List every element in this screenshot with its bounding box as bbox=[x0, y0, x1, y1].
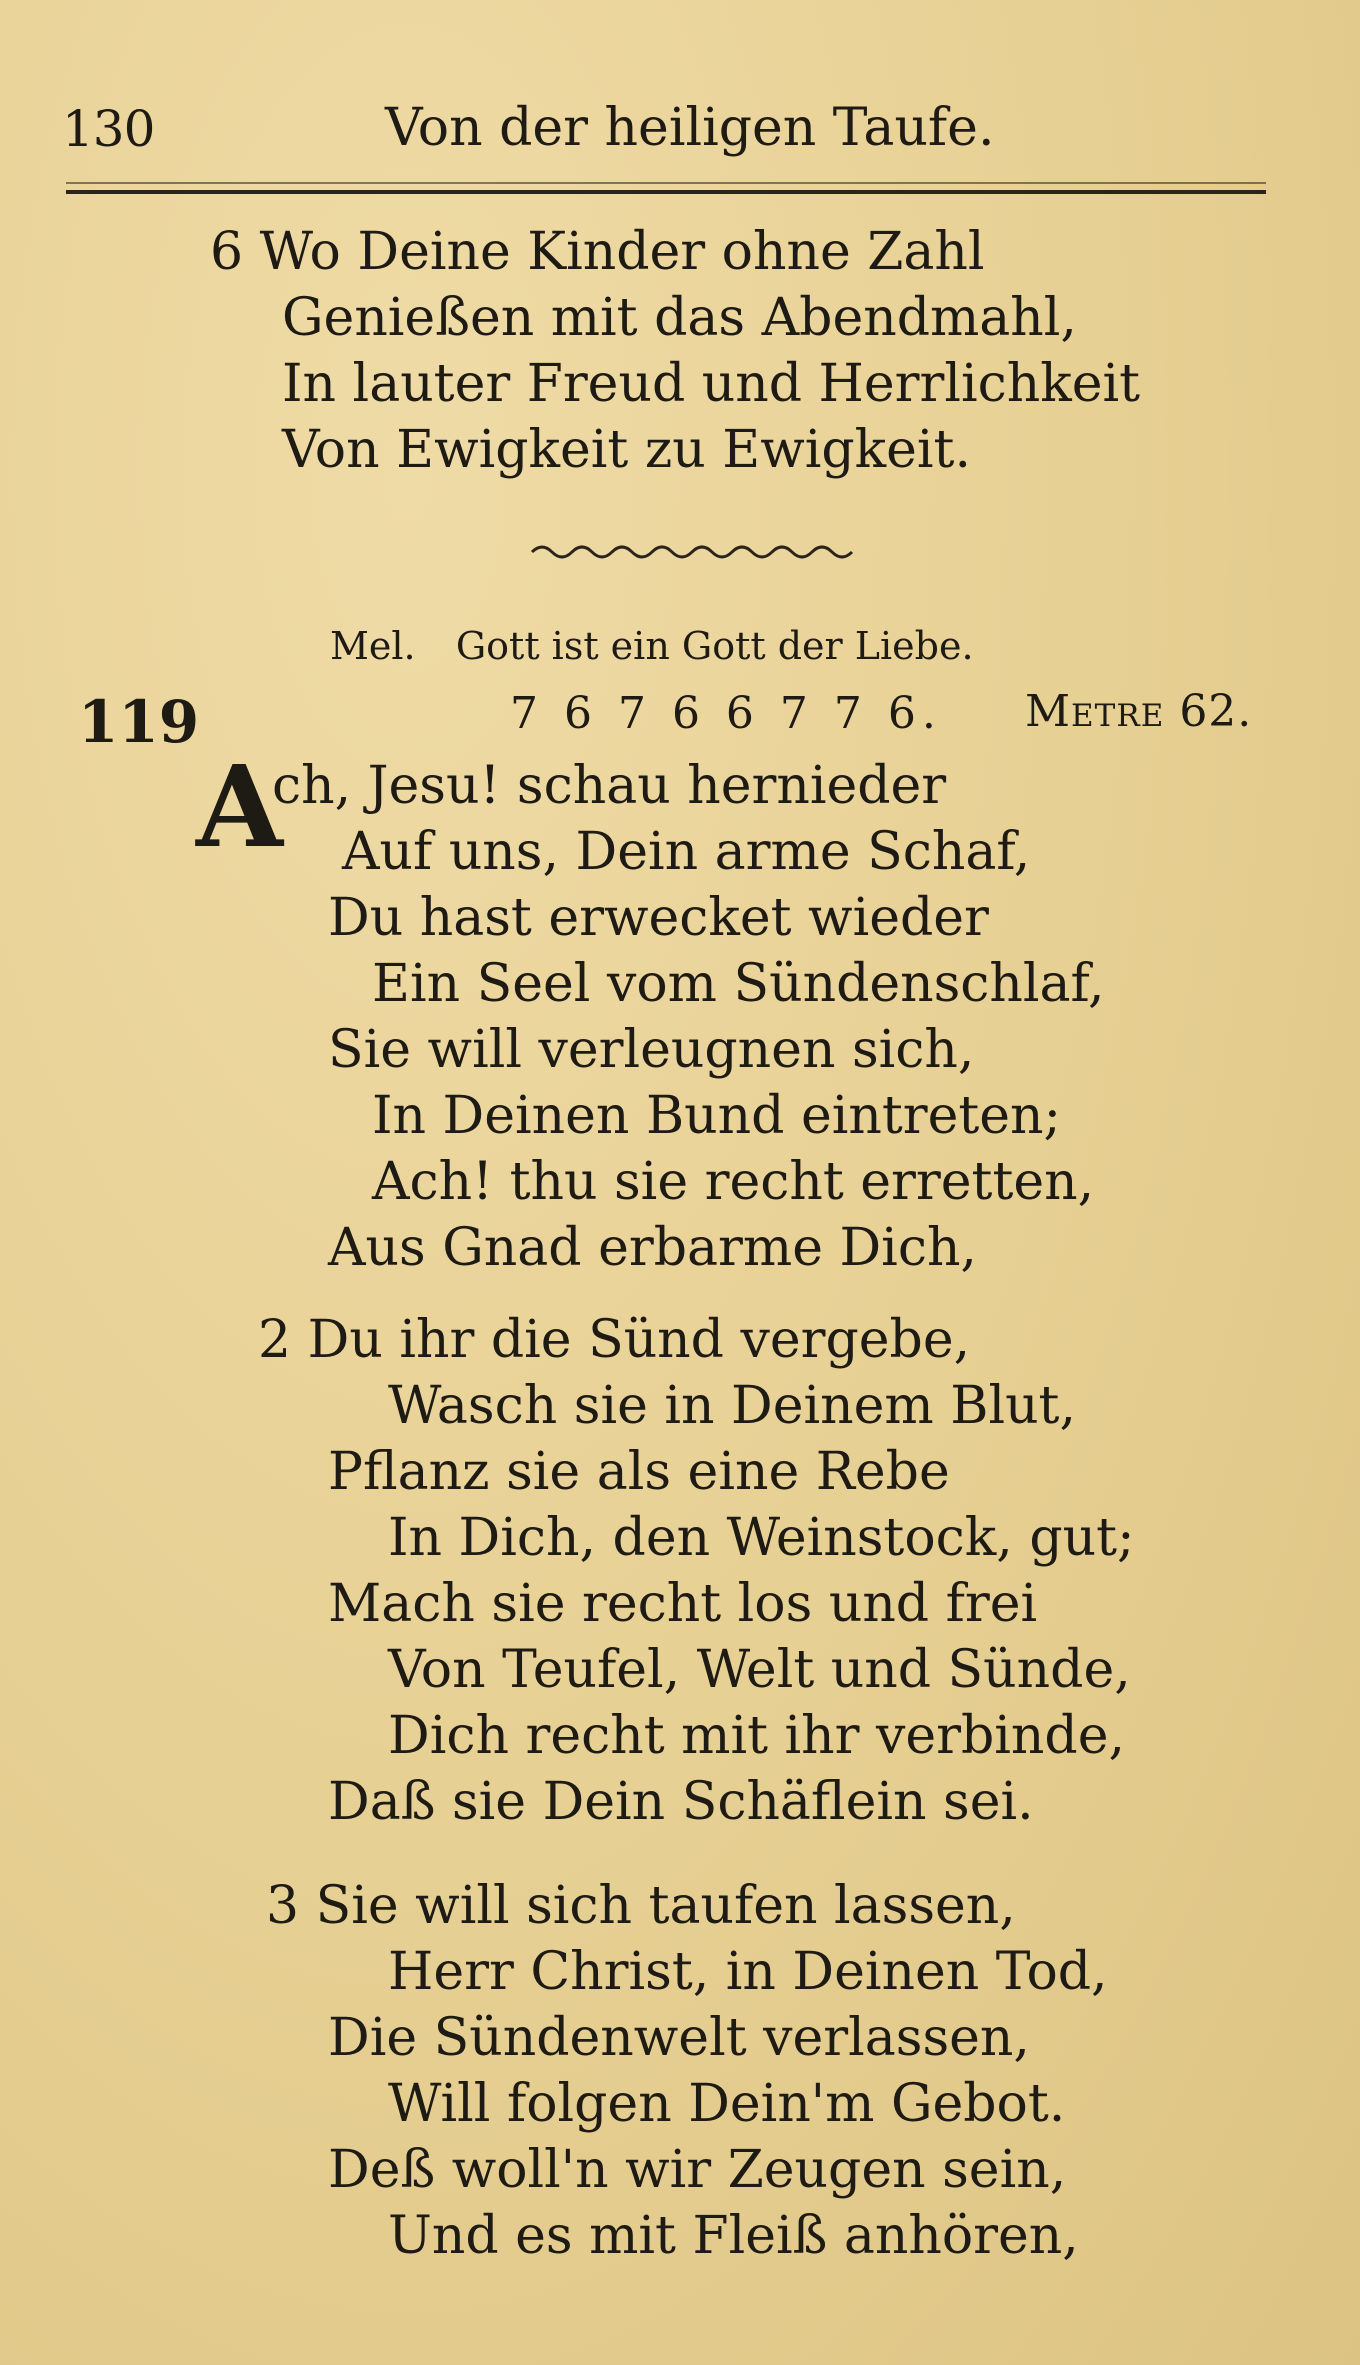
verse1-line-5: Sie will verleugnen sich, bbox=[328, 1020, 975, 1080]
verse2-line-6: Von Teufel, Welt und Sünde, bbox=[388, 1640, 1131, 1700]
melody-label: Mel. bbox=[330, 624, 416, 668]
verse-number: 3 bbox=[266, 1876, 300, 1936]
verse-text: Du ihr die Sünd vergebe, bbox=[307, 1310, 971, 1370]
prev-verse-line-2: Genießen mit das Abendmahl, bbox=[282, 288, 1077, 348]
prev-verse-line-4: Von Ewigkeit zu Ewigkeit. bbox=[282, 420, 971, 480]
verse1-line-1: ch, Jesu! schau hernieder bbox=[272, 756, 947, 816]
verse-number: 2 bbox=[258, 1310, 292, 1370]
header-rule bbox=[66, 190, 1266, 194]
verse1-line-2: Auf uns, Dein arme Schaf, bbox=[342, 822, 1031, 882]
verse3-line-4: Will folgen Dein'm Gebot. bbox=[388, 2074, 1066, 2134]
verse3-line-6: Und es mit Fleiß anhören, bbox=[388, 2206, 1079, 2266]
verse2-line-4: In Dich, den Weinstock, gut; bbox=[388, 1508, 1135, 1568]
drop-cap: A bbox=[196, 742, 283, 873]
verse3-line-1 bbox=[266, 1876, 1016, 1936]
prev-verse-line-3: In lauter Freud und Herrlichkeit bbox=[282, 354, 1141, 414]
verse2-line-7: Dich recht mit ihr verbinde, bbox=[388, 1706, 1126, 1766]
verse-text: Sie will sich taufen lassen, bbox=[315, 1876, 1016, 1936]
wavy-divider-ornament bbox=[530, 540, 860, 564]
prev-verse-line-1 bbox=[210, 222, 985, 282]
verse1-line-3: Du hast erwecket wieder bbox=[328, 888, 989, 948]
verse2-line-2: Wasch sie in Deinem Blut, bbox=[388, 1376, 1076, 1436]
header-rule-thin bbox=[66, 182, 1266, 184]
hymn-number: 119 bbox=[78, 688, 200, 756]
verse-number: 6 bbox=[210, 222, 244, 282]
verse1-line-6: In Deinen Bund eintreten; bbox=[372, 1086, 1062, 1146]
verse3-line-5: Deß woll'n wir Zeugen sein, bbox=[328, 2140, 1067, 2200]
melody-line bbox=[330, 624, 974, 668]
verse1-line-4: Ein Seel vom Sündenschlaf, bbox=[372, 954, 1105, 1014]
verse3-line-2: Herr Christ, in Deinen Tod, bbox=[388, 1942, 1108, 2002]
verse2-line-8: Daß sie Dein Schäflein sei. bbox=[328, 1772, 1034, 1832]
verse1-line-8: Aus Gnad erbarme Dich, bbox=[328, 1218, 977, 1278]
verse1-line-7: Ach! thu sie recht erretten, bbox=[372, 1152, 1095, 1212]
melody-name: Gott ist ein Gott der Liebe. bbox=[455, 624, 974, 668]
page-number: 130 bbox=[62, 100, 155, 158]
verse3-line-3: Die Sündenwelt verlassen, bbox=[328, 2008, 1030, 2068]
running-title: Von der heiligen Taufe. bbox=[385, 98, 995, 158]
verse2-line-5: Mach sie recht los und frei bbox=[328, 1574, 1038, 1634]
meter-numbers: 7 6 7 6 6 7 7 6. bbox=[510, 688, 942, 739]
verse2-line-3: Pflanz sie als eine Rebe bbox=[328, 1442, 950, 1502]
verse2-line-1 bbox=[258, 1310, 970, 1370]
metre-label: Metre 62. bbox=[1025, 686, 1253, 737]
verse-text: Wo Deine Kinder ohne Zahl bbox=[259, 222, 985, 282]
